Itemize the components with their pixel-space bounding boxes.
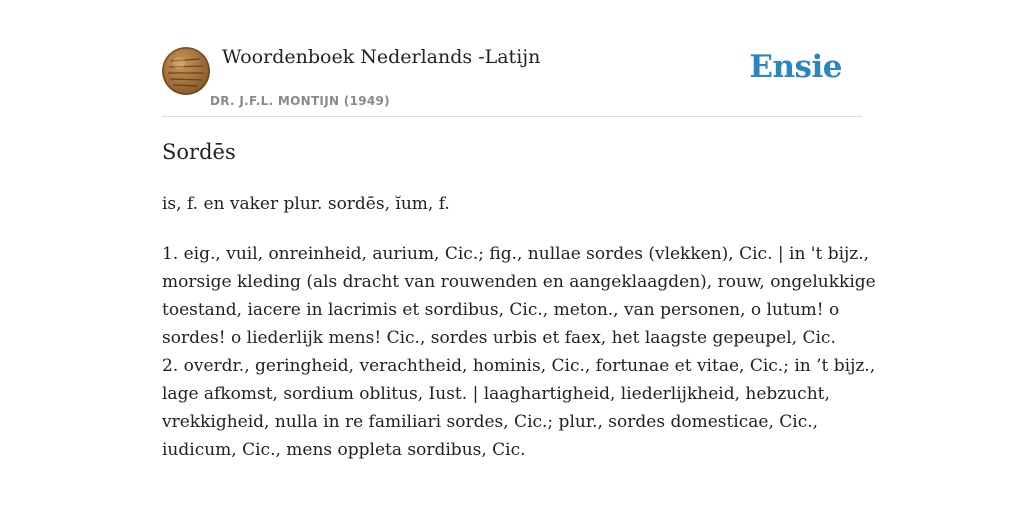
- entry-definition: [162, 240, 876, 464]
- dictionary-title[interactable]: Woordenboek Nederlands -Latijn: [222, 46, 541, 68]
- definition-line: morsige kleding (als dracht van rouwenden en aangeklaagden), rouw, ongelukkige: [162, 272, 876, 292]
- dictionary-author: DR. J.F.L. MONTIJN (1949): [210, 94, 390, 108]
- definition-line: lage afkomst, sordium oblitus, Iust. | laaghartigheid, liederlijkheid, hebzucht,: [162, 384, 830, 404]
- definition-line: vrekkigheid, nulla in re familiari sordes, Cic.; plur., sordes domesticae, Cic.,: [162, 412, 819, 432]
- entry-grammar: is, f. en vaker plur. sordēs, ĭum, f.: [162, 194, 450, 214]
- coin-logo[interactable]: [162, 47, 210, 95]
- definition-line: 1. eig., vuil, onreinheid, aurium, Cic.; fig., nullae sordes (vlekken), Cic. | in 't bijz.,: [162, 244, 870, 264]
- dictionary-header: [162, 46, 862, 117]
- definition-line: toestand, iacere in lacrimis et sordibus, Cic., meton., van personen, o lutum! o: [162, 300, 840, 320]
- definition-line: 2. overdr., geringheid, verachtheid, hominis, Cic., fortunae et vitae, Cic.; in ’t bijz.,: [162, 356, 876, 376]
- definition-line: iudicum, Cic., mens oppleta sordibus, Cic.: [162, 440, 526, 460]
- entry-headword: Sordēs: [162, 140, 236, 164]
- definition-line: sordes! o liederlijk mens! Cic., sordes urbis et faex, het laagste gepeupel, Cic.: [162, 328, 836, 348]
- brand-logo[interactable]: Ensie: [749, 49, 842, 85]
